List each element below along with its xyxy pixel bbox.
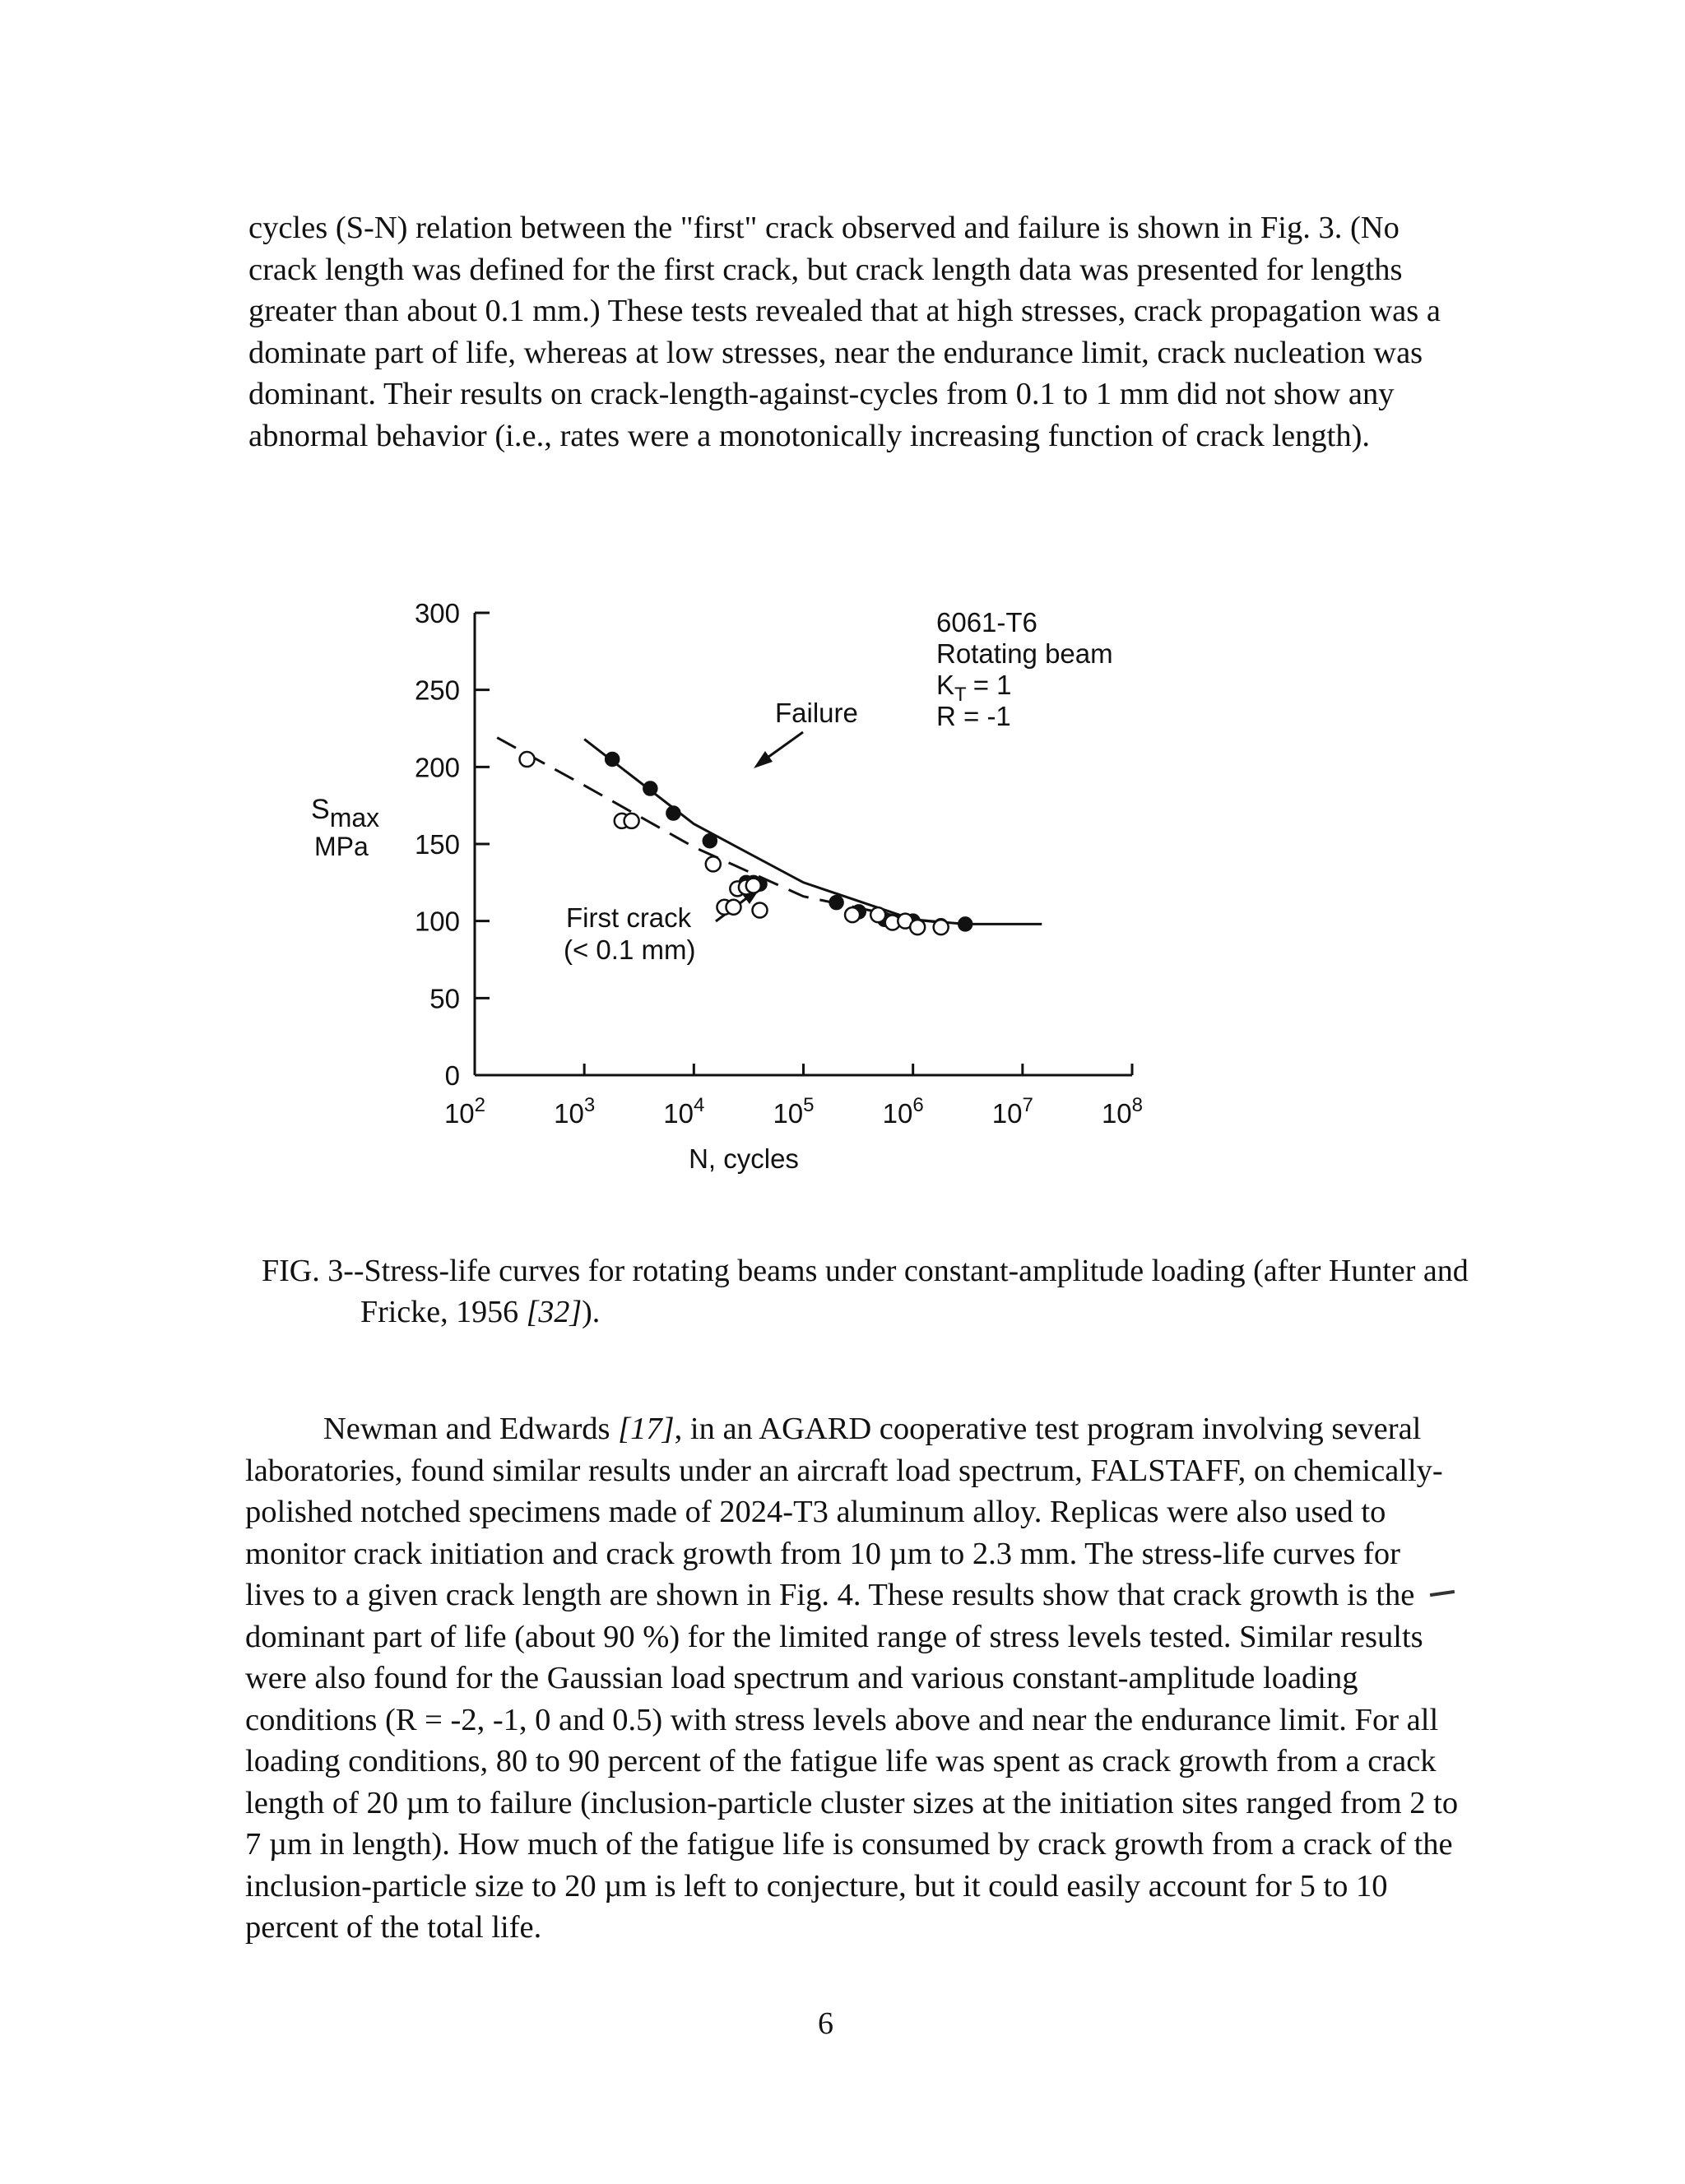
first-crack-data-point	[706, 856, 721, 871]
first-crack-data-point	[520, 752, 535, 767]
page-number: 6	[818, 2006, 833, 2041]
legend-r: R = -1	[936, 701, 1011, 731]
stress-life-chart	[304, 592, 1209, 1185]
x-tick-label: $10^3$	[554, 1094, 596, 1129]
first-crack-data-point	[624, 814, 639, 828]
x-tick-label: $10^4$	[663, 1094, 705, 1129]
caption-reference: [32]	[526, 1295, 583, 1329]
first-crack-curve	[497, 738, 940, 923]
y-tick-label: 100	[414, 906, 460, 937]
failure-curve	[584, 740, 1042, 925]
first-crack-data-point	[753, 903, 768, 918]
first-crack-data-point	[746, 879, 761, 893]
x-axis-label: N, cycles	[689, 1143, 799, 1174]
y-tick-label: 200	[414, 752, 460, 783]
first-crack-data-point	[726, 900, 741, 915]
caption-end: ).	[582, 1295, 601, 1329]
annotation-first-crack: First crack	[566, 902, 692, 933]
x-tick-label: $10^5$	[773, 1094, 815, 1129]
failure-data-point	[666, 807, 680, 820]
para2-text-a: Newman and Edwards	[323, 1412, 619, 1446]
failure-data-point	[606, 753, 619, 766]
legend-kt: $K_T = 1$	[936, 670, 1012, 706]
failure-data-point	[703, 834, 717, 847]
legend-test-type: Rotating beam	[936, 638, 1113, 669]
figure-caption	[262, 1250, 1562, 1333]
failure-data-point	[959, 917, 972, 930]
legend-material: 6061-T6	[936, 607, 1037, 638]
para2-reference: [17]	[618, 1412, 675, 1446]
first-crack-data-point	[845, 907, 860, 922]
first-crack-data-point	[934, 920, 949, 934]
y-tick-label: 50	[429, 983, 460, 1014]
y-axis-label-symbol: Smax	[311, 794, 380, 832]
failure-data-point	[830, 896, 843, 909]
failure-pointer-arrowhead	[754, 751, 773, 768]
caption-figure-number: FIG. 3	[262, 1254, 344, 1288]
y-tick-label: 150	[414, 829, 460, 860]
failure-pointer-line	[765, 732, 803, 759]
first-crack-data-point	[870, 907, 885, 922]
x-tick-label: $10^7$	[991, 1094, 1033, 1129]
annotation-failure: Failure	[775, 698, 858, 728]
y-tick-label: 300	[414, 598, 460, 628]
body-paragraph-2	[245, 1408, 1463, 1949]
body-paragraph-1: cycles (S-N) relation between the "first" crack observed and failure is shown in Fig. 3. (No crack length was defined for the first crack, but crack length data was presented for lengths greater than about 0.1 mm.) These tests revealed that at high stresses, crack propagation was a dominate part of life, whereas at low stresses, near the endurance limit, crack nucleation was dominant. Their results on crack-length-against-cycles from 0.1 to 1 mm did not show any abnormal behavior (i.e., rates were a monotonically increasing function of crack length).	[248, 211, 1441, 453]
x-tick-label: $10^8$	[1101, 1094, 1144, 1129]
y-tick-label: 0	[444, 1060, 460, 1091]
x-tick-label: $10^6$	[882, 1094, 924, 1129]
caption-text: --Stress-life curves for rotating beams under constant-amplitude loading (after Hunter and Fricke, 1956	[343, 1254, 1469, 1329]
x-tick-label: $10^2$	[443, 1094, 486, 1129]
first-crack-data-point	[910, 920, 925, 934]
y-tick-label: 250	[414, 675, 460, 706]
failure-data-point	[643, 782, 657, 795]
para2-text-b: , in an AGARD cooperative test program involving several laboratories, found similar results under an aircraft load spectrum, FALSTAFF, on chemically-polished notched specimens made of 2024-T3 aluminum alloy. Replicas were also used to monitor crack initiation and crack growth from 10 µm to 2.3 mm. The stress-life curves for lives to a given crack length are shown in Fig. 4. These results show that crack growth is the dominant part of life (about 90 %) for the limited range of stress levels tested. Similar results were also found for the Gaussian load spectrum and various constant-amplitude loading conditions (R = -2, -1, 0 and 0.5) with stress levels above and near the endurance limit. For all loading conditions, 80 to 90 percent of the fatigue life was spent as crack growth from a crack length of 20 µm to failure (inclusion-particle cluster sizes at the initiation sites ranged from 2 to 7 µm in length). How much of the fatigue life is consumed by crack growth from a crack of the inclusion-particle size to 20 µm is left to conjecture, but it could easily account for 5 to 10 percent of the total life.	[245, 1412, 1459, 1945]
y-axis-label-unit: MPa	[314, 832, 369, 861]
annotation-first-crack-size: (< 0.1 mm)	[564, 934, 696, 965]
